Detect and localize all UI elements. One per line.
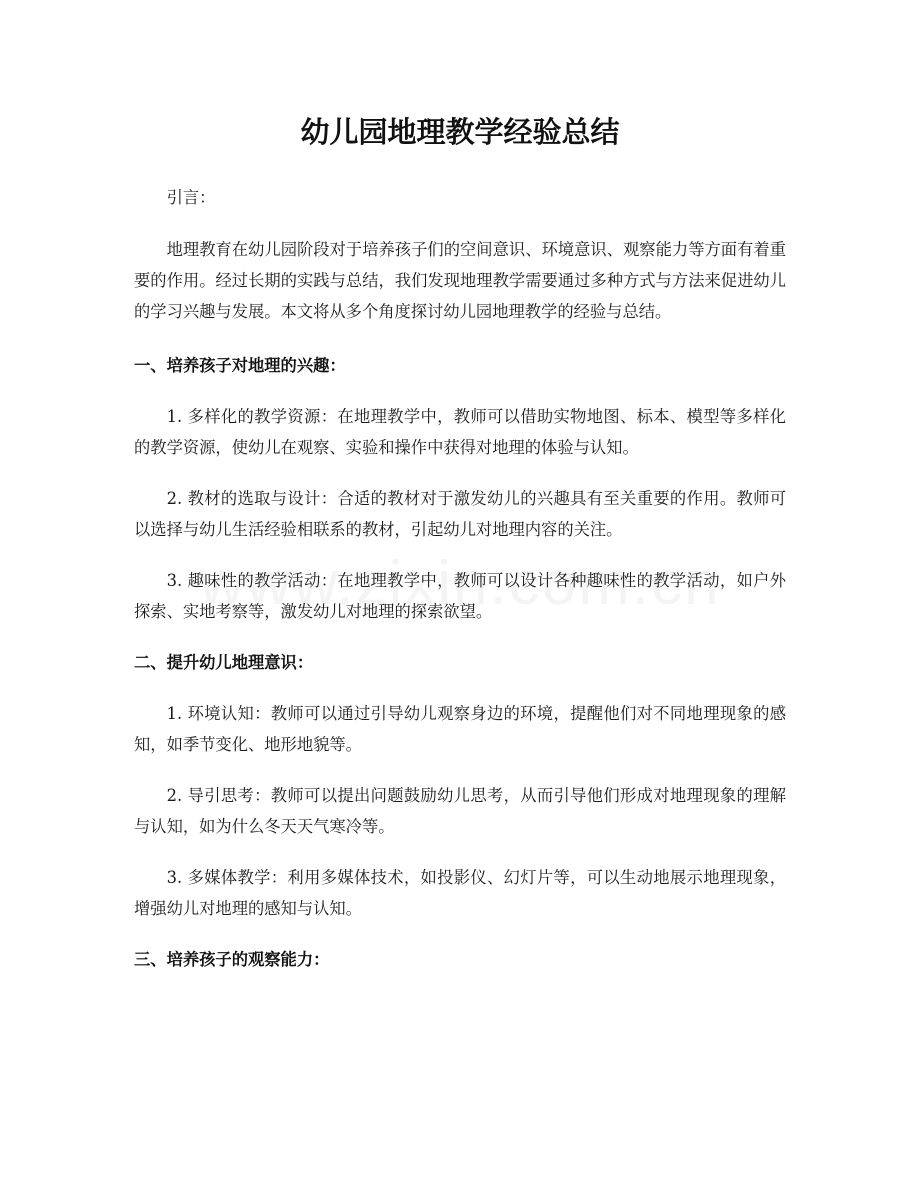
list-item: 1. 多样化的教学资源：在地理教学中，教师可以借助实物地图、标本、模型等多样化的教学资源，使幼儿在观察、实验和操作中获得对地理的体验与认知。 [134,407,786,457]
section-1 [134,350,786,627]
intro-label: 引言： [166,188,216,207]
intro-paragraph: 地理教育在幼儿园阶段对于培养孩子们的空间意识、环境意识、观察能力等方面有着重要的作用。经过长期的实践与总结，我们发现地理教学需要通过多种方式与方法来促进幼儿的学习兴趣与发展。本文将从多个角度探讨幼儿园地理教学的经验与总结。 [134,240,786,321]
list-item: 1. 环境认知：教师可以通过引导幼儿观察身边的环境，提醒他们对不同地理现象的感知，如季节变化、地形地貌等。 [134,704,786,754]
list-item: 2. 导引思考：教师可以提出问题鼓励幼儿思考，从而引导他们形成对地理现象的理解与认知，如为什么冬天天气寒冷等。 [134,786,786,836]
document-body [134,182,786,995]
list-item: 2. 教材的选取与设计：合适的教材对于激发幼儿的兴趣具有至关重要的作用。教师可以选择与幼儿生活经验相联系的教材，引起幼儿对地理内容的关注。 [134,489,786,539]
list-item: 3. 趣味性的教学活动：在地理教学中，教师可以设计各种趣味性的教学活动，如户外探索、实地考察等，激发幼儿对地理的探索欲望。 [134,571,786,621]
section-heading: 三、培养孩子的观察能力： [134,950,330,969]
section-heading: 二、提升幼儿地理意识： [134,653,314,672]
list-item: 3. 多媒体教学：利用多媒体技术，如投影仪、幻灯片等，可以生动地展示地理现象，增强幼儿对地理的感知与认知。 [134,868,786,918]
section-2 [134,647,786,924]
page-title: 幼儿园地理教学经验总结 [300,115,620,149]
section-heading: 一、培养孩子对地理的兴趣： [134,356,346,375]
section-3 [134,944,786,975]
